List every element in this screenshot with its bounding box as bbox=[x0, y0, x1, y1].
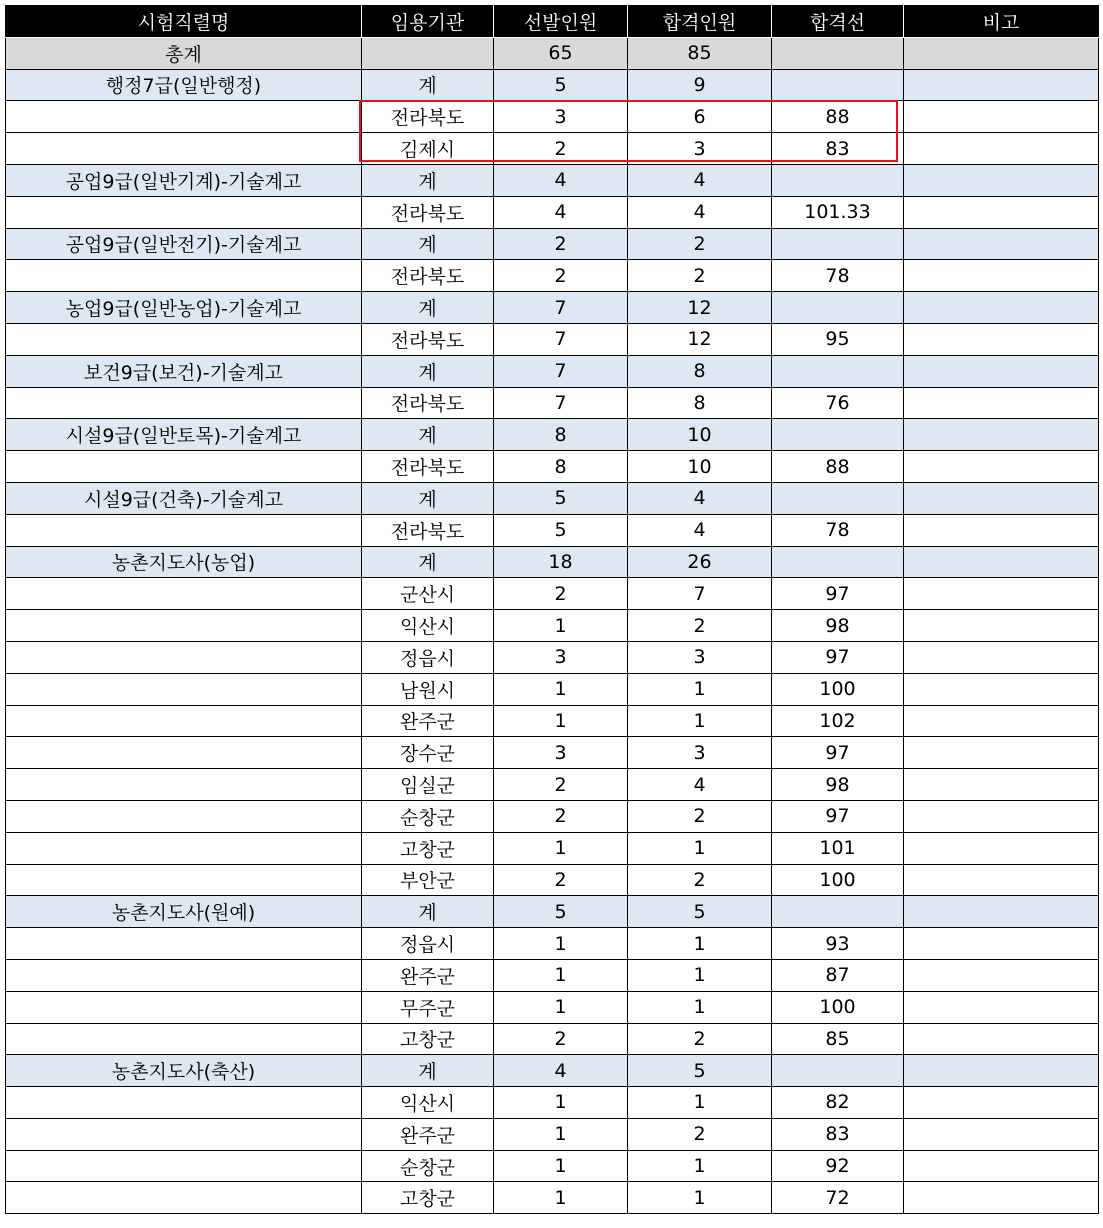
table-row bbox=[6, 1087, 1099, 1119]
selected-count-cell[interactable]: 8 bbox=[494, 451, 628, 483]
passed-count-cell[interactable]: 1 bbox=[628, 705, 772, 737]
agency-cell[interactable]: 익산시 bbox=[362, 1087, 494, 1119]
agency-cell[interactable]: 남원시 bbox=[362, 673, 494, 705]
remarks-cell[interactable] bbox=[904, 959, 1099, 991]
cutoff-cell[interactable]: 100 bbox=[772, 991, 904, 1023]
agency-cell[interactable]: 완주군 bbox=[362, 959, 494, 991]
selected-count-cell[interactable]: 2 bbox=[494, 864, 628, 896]
cutoff-cell[interactable]: 93 bbox=[772, 928, 904, 960]
agency-cell[interactable]: 전라북도 bbox=[362, 451, 494, 483]
selected-count-cell[interactable]: 65 bbox=[494, 37, 628, 69]
passed-count-cell[interactable]: 4 bbox=[628, 196, 772, 228]
table-row bbox=[6, 578, 1099, 610]
exam-series-cell[interactable] bbox=[6, 705, 362, 737]
exam-series-cell[interactable] bbox=[6, 610, 362, 642]
remarks-cell[interactable] bbox=[904, 1055, 1099, 1087]
passed-count-cell[interactable]: 85 bbox=[628, 37, 772, 69]
exam-series-cell[interactable]: 공업9급(일반전기)-기술계고 bbox=[6, 228, 362, 260]
group-row bbox=[6, 355, 1099, 387]
remarks-cell[interactable] bbox=[904, 69, 1099, 101]
cutoff-cell[interactable]: 95 bbox=[772, 323, 904, 355]
remarks-cell[interactable] bbox=[904, 1118, 1099, 1150]
cutoff-cell[interactable]: 97 bbox=[772, 641, 904, 673]
cutoff-cell[interactable]: 83 bbox=[772, 133, 904, 165]
agency-cell[interactable]: 완주군 bbox=[362, 1118, 494, 1150]
remarks-cell[interactable] bbox=[904, 705, 1099, 737]
passed-count-cell[interactable]: 3 bbox=[628, 641, 772, 673]
selected-count-cell[interactable]: 1 bbox=[494, 959, 628, 991]
group-row bbox=[6, 1055, 1099, 1087]
table-row bbox=[6, 101, 1099, 133]
exam-series-cell[interactable] bbox=[6, 323, 362, 355]
agency-cell[interactable]: 전라북도 bbox=[362, 514, 494, 546]
exam-series-cell[interactable]: 농촌지도사(농업) bbox=[6, 546, 362, 578]
exam-series-cell[interactable]: 보건9급(보건)-기술계고 bbox=[6, 355, 362, 387]
agency-cell[interactable]: 전라북도 bbox=[362, 260, 494, 292]
passed-count-cell[interactable]: 10 bbox=[628, 419, 772, 451]
selected-count-cell[interactable]: 4 bbox=[494, 164, 628, 196]
agency-cell[interactable]: 군산시 bbox=[362, 578, 494, 610]
table-row bbox=[6, 991, 1099, 1023]
selected-count-cell[interactable]: 1 bbox=[494, 1150, 628, 1182]
column-header-exam-series[interactable]: 시험직렬명 bbox=[6, 6, 362, 38]
total-row bbox=[6, 37, 1099, 69]
selected-count-cell[interactable]: 1 bbox=[494, 1118, 628, 1150]
cutoff-cell[interactable]: 97 bbox=[772, 578, 904, 610]
passed-count-cell[interactable]: 4 bbox=[628, 482, 772, 514]
cutoff-cell[interactable] bbox=[772, 482, 904, 514]
group-row bbox=[6, 546, 1099, 578]
agency-cell[interactable]: 계 bbox=[362, 419, 494, 451]
exam-series-cell[interactable] bbox=[6, 641, 362, 673]
table-row bbox=[6, 610, 1099, 642]
remarks-cell[interactable] bbox=[904, 546, 1099, 578]
remarks-cell[interactable] bbox=[904, 419, 1099, 451]
selected-count-cell[interactable]: 7 bbox=[494, 387, 628, 419]
agency-cell[interactable]: 계 bbox=[362, 164, 494, 196]
selected-count-cell[interactable]: 2 bbox=[494, 1023, 628, 1055]
exam-series-cell[interactable] bbox=[6, 1182, 362, 1214]
selected-count-cell[interactable]: 2 bbox=[494, 800, 628, 832]
column-header-passed-count[interactable]: 합격인원 bbox=[628, 6, 772, 38]
exam-series-cell[interactable] bbox=[6, 101, 362, 133]
table-row bbox=[6, 451, 1099, 483]
passed-count-cell[interactable]: 1 bbox=[628, 959, 772, 991]
table-row bbox=[6, 387, 1099, 419]
exam-series-cell[interactable] bbox=[6, 673, 362, 705]
remarks-cell[interactable] bbox=[904, 1087, 1099, 1119]
selected-count-cell[interactable]: 1 bbox=[494, 991, 628, 1023]
passed-count-cell[interactable]: 5 bbox=[628, 1055, 772, 1087]
cutoff-cell[interactable]: 97 bbox=[772, 800, 904, 832]
agency-cell[interactable]: 장수군 bbox=[362, 737, 494, 769]
cutoff-cell[interactable]: 76 bbox=[772, 387, 904, 419]
passed-count-cell[interactable]: 6 bbox=[628, 101, 772, 133]
agency-cell[interactable]: 임실군 bbox=[362, 769, 494, 801]
remarks-cell[interactable] bbox=[904, 164, 1099, 196]
passed-count-cell[interactable]: 8 bbox=[628, 355, 772, 387]
group-row bbox=[6, 228, 1099, 260]
remarks-cell[interactable] bbox=[904, 578, 1099, 610]
selected-count-cell[interactable]: 5 bbox=[494, 896, 628, 928]
exam-series-cell[interactable] bbox=[6, 959, 362, 991]
cutoff-cell[interactable]: 72 bbox=[772, 1182, 904, 1214]
selected-count-cell[interactable]: 4 bbox=[494, 196, 628, 228]
passed-count-cell[interactable]: 7 bbox=[628, 578, 772, 610]
passed-count-cell[interactable]: 26 bbox=[628, 546, 772, 578]
table-row bbox=[6, 196, 1099, 228]
table-row bbox=[6, 864, 1099, 896]
selected-count-cell[interactable]: 18 bbox=[494, 546, 628, 578]
remarks-cell[interactable] bbox=[904, 323, 1099, 355]
passed-count-cell[interactable]: 10 bbox=[628, 451, 772, 483]
passed-count-cell[interactable]: 12 bbox=[628, 292, 772, 324]
selected-count-cell[interactable]: 1 bbox=[494, 832, 628, 864]
cutoff-cell[interactable]: 101.33 bbox=[772, 196, 904, 228]
agency-cell[interactable]: 전라북도 bbox=[362, 387, 494, 419]
selected-count-cell[interactable]: 5 bbox=[494, 69, 628, 101]
agency-cell[interactable]: 계 bbox=[362, 546, 494, 578]
remarks-cell[interactable] bbox=[904, 1023, 1099, 1055]
selected-count-cell[interactable]: 1 bbox=[494, 705, 628, 737]
remarks-cell[interactable] bbox=[904, 832, 1099, 864]
remarks-cell[interactable] bbox=[904, 101, 1099, 133]
passed-count-cell[interactable]: 4 bbox=[628, 514, 772, 546]
selected-count-cell[interactable]: 3 bbox=[494, 641, 628, 673]
header-row bbox=[6, 6, 1099, 38]
remarks-cell[interactable] bbox=[904, 482, 1099, 514]
results-table bbox=[5, 5, 1099, 1214]
cutoff-cell[interactable] bbox=[772, 546, 904, 578]
exam-series-cell[interactable] bbox=[6, 1150, 362, 1182]
exam-series-cell[interactable]: 총계 bbox=[6, 37, 362, 69]
table-row bbox=[6, 641, 1099, 673]
group-row bbox=[6, 482, 1099, 514]
exam-series-cell[interactable] bbox=[6, 387, 362, 419]
remarks-cell[interactable] bbox=[904, 610, 1099, 642]
group-row bbox=[6, 164, 1099, 196]
table-row bbox=[6, 769, 1099, 801]
exam-series-cell[interactable] bbox=[6, 769, 362, 801]
group-row bbox=[6, 896, 1099, 928]
remarks-cell[interactable] bbox=[904, 196, 1099, 228]
remarks-cell[interactable] bbox=[904, 355, 1099, 387]
selected-count-cell[interactable]: 3 bbox=[494, 101, 628, 133]
agency-cell[interactable]: 무주군 bbox=[362, 991, 494, 1023]
column-header-remarks[interactable]: 비고 bbox=[904, 6, 1099, 38]
selected-count-cell[interactable]: 5 bbox=[494, 514, 628, 546]
cutoff-cell[interactable] bbox=[772, 37, 904, 69]
cutoff-cell[interactable]: 82 bbox=[772, 1087, 904, 1119]
table-row bbox=[6, 1118, 1099, 1150]
exam-series-cell[interactable] bbox=[6, 1087, 362, 1119]
cutoff-cell[interactable]: 78 bbox=[772, 260, 904, 292]
exam-series-cell[interactable]: 공업9급(일반기계)-기술계고 bbox=[6, 164, 362, 196]
exam-series-cell[interactable] bbox=[6, 991, 362, 1023]
table-row bbox=[6, 832, 1099, 864]
exam-series-cell[interactable]: 시설9급(일반토목)-기술계고 bbox=[6, 419, 362, 451]
passed-count-cell[interactable]: 2 bbox=[628, 864, 772, 896]
exam-series-cell[interactable] bbox=[6, 260, 362, 292]
agency-cell[interactable]: 고창군 bbox=[362, 832, 494, 864]
cutoff-cell[interactable]: 102 bbox=[772, 705, 904, 737]
exam-series-cell[interactable] bbox=[6, 451, 362, 483]
passed-count-cell[interactable]: 8 bbox=[628, 387, 772, 419]
cutoff-cell[interactable]: 88 bbox=[772, 451, 904, 483]
selected-count-cell[interactable]: 2 bbox=[494, 578, 628, 610]
passed-count-cell[interactable]: 5 bbox=[628, 896, 772, 928]
exam-series-cell[interactable] bbox=[6, 800, 362, 832]
agency-cell[interactable]: 순창군 bbox=[362, 1150, 494, 1182]
cutoff-cell[interactable]: 92 bbox=[772, 1150, 904, 1182]
table-body bbox=[6, 37, 1099, 1213]
passed-count-cell[interactable]: 1 bbox=[628, 1150, 772, 1182]
passed-count-cell[interactable]: 1 bbox=[628, 928, 772, 960]
passed-count-cell[interactable]: 4 bbox=[628, 769, 772, 801]
agency-cell[interactable]: 완주군 bbox=[362, 705, 494, 737]
remarks-cell[interactable] bbox=[904, 228, 1099, 260]
remarks-cell[interactable] bbox=[904, 800, 1099, 832]
cutoff-cell[interactable]: 88 bbox=[772, 101, 904, 133]
agency-cell[interactable]: 김제시 bbox=[362, 133, 494, 165]
exam-series-cell[interactable]: 농촌지도사(원예) bbox=[6, 896, 362, 928]
cutoff-cell[interactable]: 83 bbox=[772, 1118, 904, 1150]
agency-cell[interactable]: 부안군 bbox=[362, 864, 494, 896]
exam-series-cell[interactable]: 농업9급(일반농업)-기술계고 bbox=[6, 292, 362, 324]
selected-count-cell[interactable]: 2 bbox=[494, 228, 628, 260]
agency-cell[interactable]: 정읍시 bbox=[362, 641, 494, 673]
remarks-cell[interactable] bbox=[904, 514, 1099, 546]
passed-count-cell[interactable]: 2 bbox=[628, 1023, 772, 1055]
remarks-cell[interactable] bbox=[904, 896, 1099, 928]
table-row bbox=[6, 260, 1099, 292]
passed-count-cell[interactable]: 3 bbox=[628, 133, 772, 165]
agency-cell[interactable]: 계 bbox=[362, 69, 494, 101]
cutoff-cell[interactable]: 98 bbox=[772, 610, 904, 642]
remarks-cell[interactable] bbox=[904, 133, 1099, 165]
exam-series-cell[interactable] bbox=[6, 832, 362, 864]
table-row bbox=[6, 673, 1099, 705]
remarks-cell[interactable] bbox=[904, 451, 1099, 483]
agency-cell[interactable] bbox=[362, 37, 494, 69]
table-row bbox=[6, 323, 1099, 355]
remarks-cell[interactable] bbox=[904, 292, 1099, 324]
agency-cell[interactable]: 전라북도 bbox=[362, 323, 494, 355]
passed-count-cell[interactable]: 1 bbox=[628, 673, 772, 705]
table-row bbox=[6, 514, 1099, 546]
agency-cell[interactable]: 계 bbox=[362, 896, 494, 928]
group-row bbox=[6, 419, 1099, 451]
agency-cell[interactable]: 고창군 bbox=[362, 1023, 494, 1055]
exam-series-cell[interactable] bbox=[6, 196, 362, 228]
remarks-cell[interactable] bbox=[904, 928, 1099, 960]
selected-count-cell[interactable]: 3 bbox=[494, 737, 628, 769]
exam-series-cell[interactable] bbox=[6, 737, 362, 769]
remarks-cell[interactable] bbox=[904, 1150, 1099, 1182]
exam-series-cell[interactable]: 행정7급(일반행정) bbox=[6, 69, 362, 101]
agency-cell[interactable]: 고창군 bbox=[362, 1182, 494, 1214]
remarks-cell[interactable] bbox=[904, 37, 1099, 69]
passed-count-cell[interactable]: 1 bbox=[628, 832, 772, 864]
selected-count-cell[interactable]: 7 bbox=[494, 292, 628, 324]
passed-count-cell[interactable]: 2 bbox=[628, 610, 772, 642]
selected-count-cell[interactable]: 2 bbox=[494, 769, 628, 801]
exam-series-cell[interactable] bbox=[6, 928, 362, 960]
selected-count-cell[interactable]: 1 bbox=[494, 1182, 628, 1214]
remarks-cell[interactable] bbox=[904, 737, 1099, 769]
selected-count-cell[interactable]: 4 bbox=[494, 1055, 628, 1087]
cutoff-cell[interactable]: 98 bbox=[772, 769, 904, 801]
passed-count-cell[interactable]: 2 bbox=[628, 1118, 772, 1150]
exam-series-cell[interactable] bbox=[6, 514, 362, 546]
exam-series-cell[interactable] bbox=[6, 1023, 362, 1055]
column-header-selected-count[interactable]: 선발인원 bbox=[494, 6, 628, 38]
passed-count-cell[interactable]: 2 bbox=[628, 800, 772, 832]
cutoff-cell[interactable] bbox=[772, 896, 904, 928]
passed-count-cell[interactable]: 4 bbox=[628, 164, 772, 196]
exam-series-cell[interactable] bbox=[6, 864, 362, 896]
agency-cell[interactable]: 전라북도 bbox=[362, 196, 494, 228]
exam-series-cell[interactable]: 농촌지도사(축산) bbox=[6, 1055, 362, 1087]
agency-cell[interactable]: 계 bbox=[362, 482, 494, 514]
group-row bbox=[6, 292, 1099, 324]
cutoff-cell[interactable] bbox=[772, 164, 904, 196]
exam-series-cell[interactable] bbox=[6, 1118, 362, 1150]
table-row bbox=[6, 928, 1099, 960]
remarks-cell[interactable] bbox=[904, 387, 1099, 419]
exam-series-cell[interactable] bbox=[6, 133, 362, 165]
exam-series-cell[interactable] bbox=[6, 578, 362, 610]
agency-cell[interactable]: 순창군 bbox=[362, 800, 494, 832]
remarks-cell[interactable] bbox=[904, 641, 1099, 673]
selected-count-cell[interactable]: 1 bbox=[494, 1087, 628, 1119]
selected-count-cell[interactable]: 2 bbox=[494, 260, 628, 292]
remarks-cell[interactable] bbox=[904, 1182, 1099, 1214]
cutoff-cell[interactable]: 100 bbox=[772, 673, 904, 705]
agency-cell[interactable]: 계 bbox=[362, 355, 494, 387]
selected-count-cell[interactable]: 2 bbox=[494, 133, 628, 165]
agency-cell[interactable]: 전라북도 bbox=[362, 101, 494, 133]
selected-count-cell[interactable]: 7 bbox=[494, 355, 628, 387]
agency-cell[interactable]: 익산시 bbox=[362, 610, 494, 642]
cutoff-cell[interactable]: 78 bbox=[772, 514, 904, 546]
agency-cell[interactable]: 계 bbox=[362, 228, 494, 260]
cutoff-cell[interactable] bbox=[772, 1055, 904, 1087]
remarks-cell[interactable] bbox=[904, 769, 1099, 801]
passed-count-cell[interactable]: 1 bbox=[628, 991, 772, 1023]
selected-count-cell[interactable]: 1 bbox=[494, 928, 628, 960]
cutoff-cell[interactable] bbox=[772, 69, 904, 101]
remarks-cell[interactable] bbox=[904, 864, 1099, 896]
agency-cell[interactable]: 계 bbox=[362, 292, 494, 324]
passed-count-cell[interactable]: 3 bbox=[628, 737, 772, 769]
selected-count-cell[interactable]: 1 bbox=[494, 610, 628, 642]
table-row bbox=[6, 737, 1099, 769]
cutoff-cell[interactable] bbox=[772, 355, 904, 387]
table-row bbox=[6, 800, 1099, 832]
cutoff-cell[interactable]: 100 bbox=[772, 864, 904, 896]
remarks-cell[interactable] bbox=[904, 260, 1099, 292]
cutoff-cell[interactable] bbox=[772, 228, 904, 260]
passed-count-cell[interactable]: 1 bbox=[628, 1087, 772, 1119]
cutoff-cell[interactable]: 97 bbox=[772, 737, 904, 769]
group-row bbox=[6, 69, 1099, 101]
exam-series-cell[interactable]: 시설9급(건축)-기술계고 bbox=[6, 482, 362, 514]
remarks-cell[interactable] bbox=[904, 673, 1099, 705]
passed-count-cell[interactable]: 1 bbox=[628, 1182, 772, 1214]
cutoff-cell[interactable] bbox=[772, 292, 904, 324]
passed-count-cell[interactable]: 9 bbox=[628, 69, 772, 101]
cutoff-cell[interactable] bbox=[772, 419, 904, 451]
remarks-cell[interactable] bbox=[904, 991, 1099, 1023]
selected-count-cell[interactable]: 5 bbox=[494, 482, 628, 514]
column-header-cutoff[interactable]: 합격선 bbox=[772, 6, 904, 38]
table-row bbox=[6, 1023, 1099, 1055]
selected-count-cell[interactable]: 1 bbox=[494, 673, 628, 705]
table-row bbox=[6, 1150, 1099, 1182]
table-row bbox=[6, 133, 1099, 165]
table-row bbox=[6, 1182, 1099, 1214]
table-row bbox=[6, 705, 1099, 737]
cutoff-cell[interactable]: 87 bbox=[772, 959, 904, 991]
agency-cell[interactable]: 계 bbox=[362, 1055, 494, 1087]
table-header bbox=[6, 6, 1099, 38]
table-row bbox=[6, 959, 1099, 991]
selected-count-cell[interactable]: 7 bbox=[494, 323, 628, 355]
cutoff-cell[interactable]: 101 bbox=[772, 832, 904, 864]
passed-count-cell[interactable]: 2 bbox=[628, 228, 772, 260]
agency-cell[interactable]: 정읍시 bbox=[362, 928, 494, 960]
passed-count-cell[interactable]: 2 bbox=[628, 260, 772, 292]
passed-count-cell[interactable]: 12 bbox=[628, 323, 772, 355]
cutoff-cell[interactable]: 85 bbox=[772, 1023, 904, 1055]
selected-count-cell[interactable]: 8 bbox=[494, 419, 628, 451]
column-header-agency[interactable]: 임용기관 bbox=[362, 6, 494, 38]
